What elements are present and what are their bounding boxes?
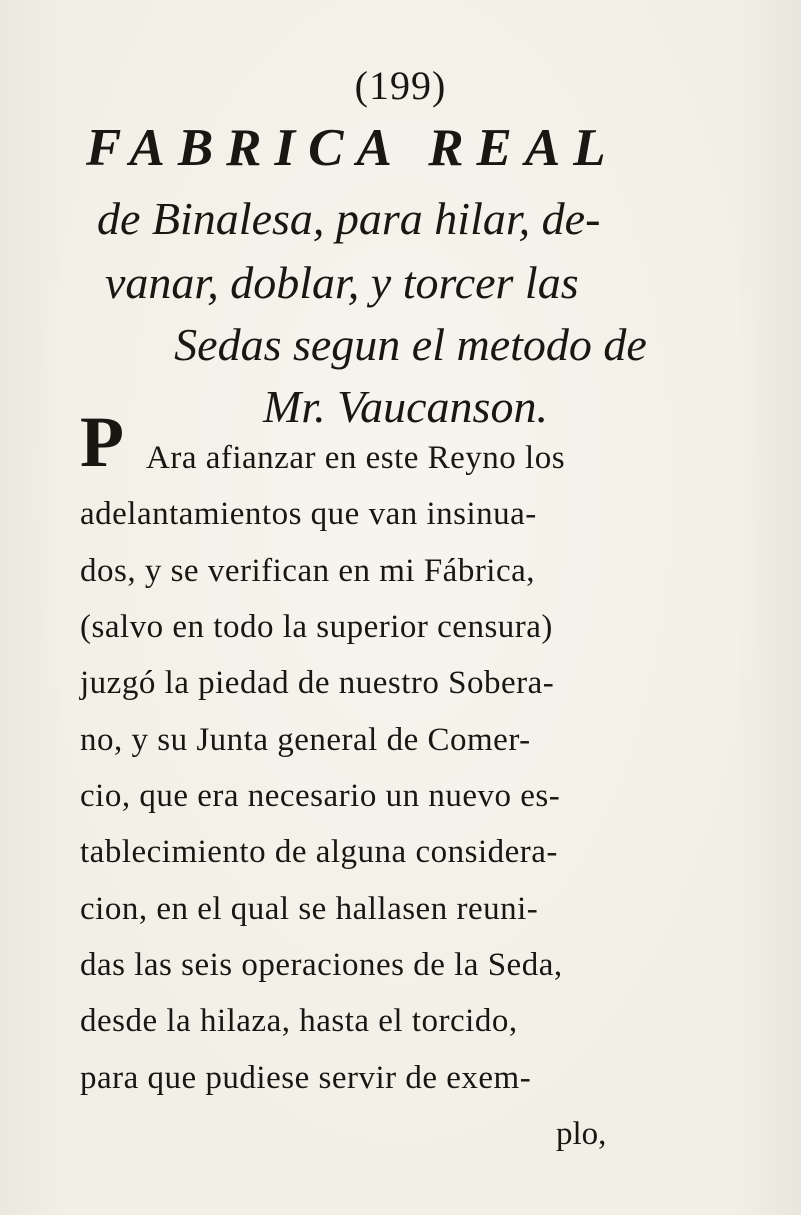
body-text-line: (salvo en todo la superior censura) [80,609,553,645]
body-text-line: Ara afianzar en este Reyno los [146,440,566,476]
subtitle-line: vanar, doblar, y torcer las [105,257,579,308]
body-text-line: dos, y se verifican en mi Fábrica, [80,553,536,589]
body-text-line: desde la hilaza, hasta el torcido, [80,1003,518,1039]
drop-cap: P [80,402,124,482]
catchword: plo, [556,1116,607,1152]
body-text-line: tablecimiento de alguna considera- [80,834,558,870]
body-text-line: das las seis operaciones de la Seda, [80,947,563,983]
body-text-line: cion, en el qual se hallasen reuni- [80,891,539,927]
subtitle-line: Mr. Vaucanson. [263,381,548,432]
subtitle-line: Sedas segun el metodo de [174,319,647,370]
page-number: (199) [354,63,447,108]
body-text-line: cio, que era necesario un nuevo es- [80,778,561,814]
body-text-line: juzgó la piedad de nuestro Sobera- [80,665,555,701]
body-text-line: para que pudiese servir de exem- [80,1060,532,1096]
body-text-line: no, y su Junta general de Comer- [80,722,531,758]
subtitle-line: de Binalesa, para hilar, de- [97,193,601,244]
body-text-line: adelantamientos que van insinua- [80,496,537,532]
section-title: FABRICA REAL [86,119,619,177]
